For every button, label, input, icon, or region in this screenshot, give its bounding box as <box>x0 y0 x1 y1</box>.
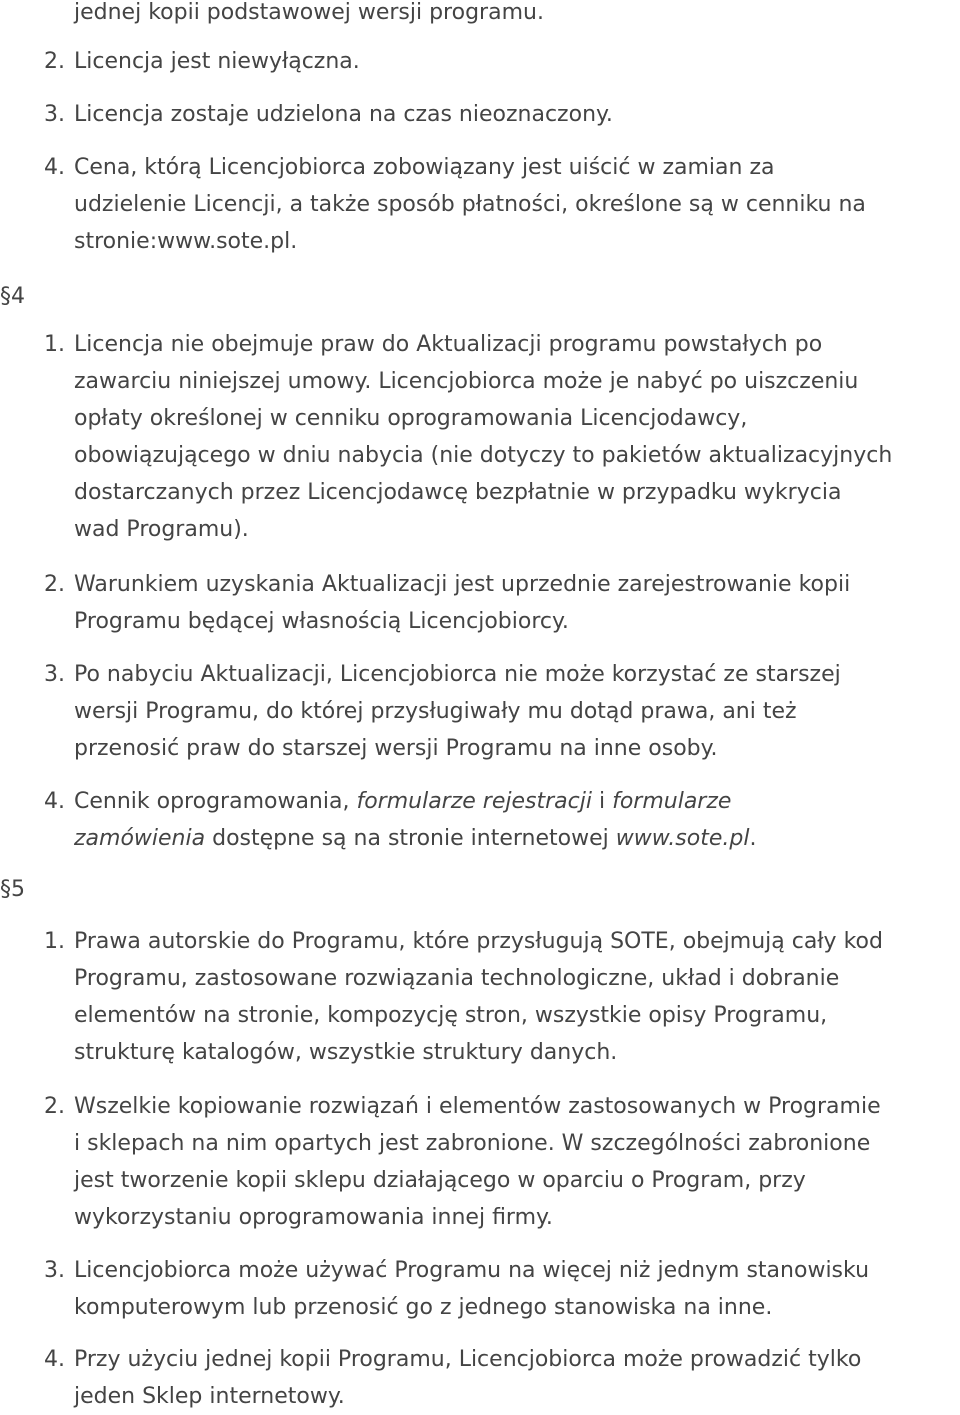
text-line: Prawa autorskie do Programu, które przysługują SOTE, obejmują cały kod <box>74 929 883 954</box>
text-line: stronie:www.sote.pl. <box>74 229 298 254</box>
list-item-text <box>74 1252 960 1326</box>
section-number: 5 <box>11 877 25 902</box>
section-symbol: § <box>0 284 11 309</box>
list-item-text <box>74 326 960 548</box>
text-line: Licencja zostaje udzielona na czas nieoznaczony. <box>74 102 613 127</box>
text-line: Przy użyciu jednej kopii Programu, Licencjobiorca może prowadzić tylko <box>74 1347 862 1372</box>
list-number: 4. <box>44 1347 65 1372</box>
list-number: 3. <box>44 1258 65 1283</box>
text-line: strukturę katalogów, wszystkie struktury danych. <box>74 1040 618 1065</box>
text-line: Po nabyciu Aktualizacji, Licencjobiorca nie może korzystać ze starszej <box>74 662 841 687</box>
list-item-text <box>74 923 960 1071</box>
text-line: opłaty określonej w cenniku oprogramowania Licencjodawcy, <box>74 406 748 431</box>
text-line: komputerowym lub przenosić go z jednego stanowiska na inne. <box>74 1295 773 1320</box>
list-number: 2. <box>44 1094 65 1119</box>
text-line: Wszelkie kopiowanie rozwiązań i elementów zastosowanych w Programie <box>74 1094 881 1119</box>
text-line: jest tworzenie kopii sklepu działającego w oparciu o Program, przy <box>74 1168 806 1193</box>
text-line: Warunkiem uzyskania Aktualizacji jest uprzednie zarejestrowanie kopii <box>74 572 851 597</box>
list-item-text <box>74 1088 960 1236</box>
text-line: przenosić praw do starszej wersji Programu na inne osoby. <box>74 736 718 761</box>
text-italic: formularze rejestracji <box>356 789 592 814</box>
text-line: wykorzystaniu oprogramowania innej firmy. <box>74 1205 553 1230</box>
list-number: 2. <box>44 572 65 597</box>
list-item-text <box>74 566 960 640</box>
text-line <box>74 783 960 820</box>
section-heading-4 <box>0 278 25 315</box>
text-line: elementów na stronie, kompozycję stron, wszystkie opisy Programu, <box>74 1003 828 1028</box>
section-number: 4 <box>11 284 25 309</box>
section-heading-5 <box>0 871 25 908</box>
text-line: jednej kopii podstawowej wersji programu. <box>74 0 544 25</box>
text-line: Licencjobiorca może używać Programu na więcej niż jednym stanowisku <box>74 1258 870 1283</box>
list-item-text <box>74 0 960 31</box>
text-span: Cennik oprogramowania, <box>74 789 357 814</box>
text-line: jeden Sklep internetowy. <box>74 1384 345 1409</box>
list-item-text <box>74 43 960 80</box>
text-line: wersji Programu, do której przysługiwały mu dotąd prawa, ani też <box>74 699 797 724</box>
list-item-text <box>74 656 960 767</box>
text-italic: formularze <box>612 789 732 814</box>
text-italic: zamówienia <box>74 826 206 851</box>
text-span: dostępne są na stronie internetowej <box>205 826 616 851</box>
text-line: udzielenie Licencji, a także sposób płatności, określone są w cenniku na <box>74 192 866 217</box>
text-span: i <box>591 789 613 814</box>
text-line: wad Programu). <box>74 517 249 542</box>
list-number: 1. <box>44 929 65 954</box>
text-line: Licencja nie obejmuje praw do Aktualizacji programu powstałych po <box>74 332 823 357</box>
section-symbol: § <box>0 877 11 902</box>
list-number: 4. <box>44 155 65 180</box>
text-line: zawarciu niniejszej umowy. Licencjobiorca może je nabyć po uiszczeniu <box>74 369 859 394</box>
list-number: 3. <box>44 662 65 687</box>
list-item-text <box>74 783 960 857</box>
list-number: 3. <box>44 102 65 127</box>
text-line: i sklepach na nim opartych jest zabronione. W szczególności zabronione <box>74 1131 871 1156</box>
link-text: www.sote.pl <box>615 826 750 851</box>
list-number: 4. <box>44 789 65 814</box>
text-line: Programu, zastosowane rozwiązania technologiczne, układ i dobranie <box>74 966 840 991</box>
list-item-text <box>74 149 960 260</box>
list-item-text <box>74 96 960 133</box>
text-line: dostarczanych przez Licencjodawcę bezpłatnie w przypadku wykrycia <box>74 480 842 505</box>
list-number: 1. <box>44 332 65 357</box>
text-line: Programu będącej własnością Licencjobiorcy. <box>74 609 569 634</box>
text-line: Cena, którą Licencjobiorca zobowiązany jest uiścić w zamian za <box>74 155 775 180</box>
list-number: 2. <box>44 49 65 74</box>
text-line <box>74 820 960 857</box>
text-line: Licencja jest niewyłączna. <box>74 49 360 74</box>
text-line: obowiązującego w dniu nabycia (nie dotyczy to pakietów aktualizacyjnych <box>74 443 893 468</box>
list-item-text <box>74 1341 960 1415</box>
text-span: . <box>749 826 757 851</box>
